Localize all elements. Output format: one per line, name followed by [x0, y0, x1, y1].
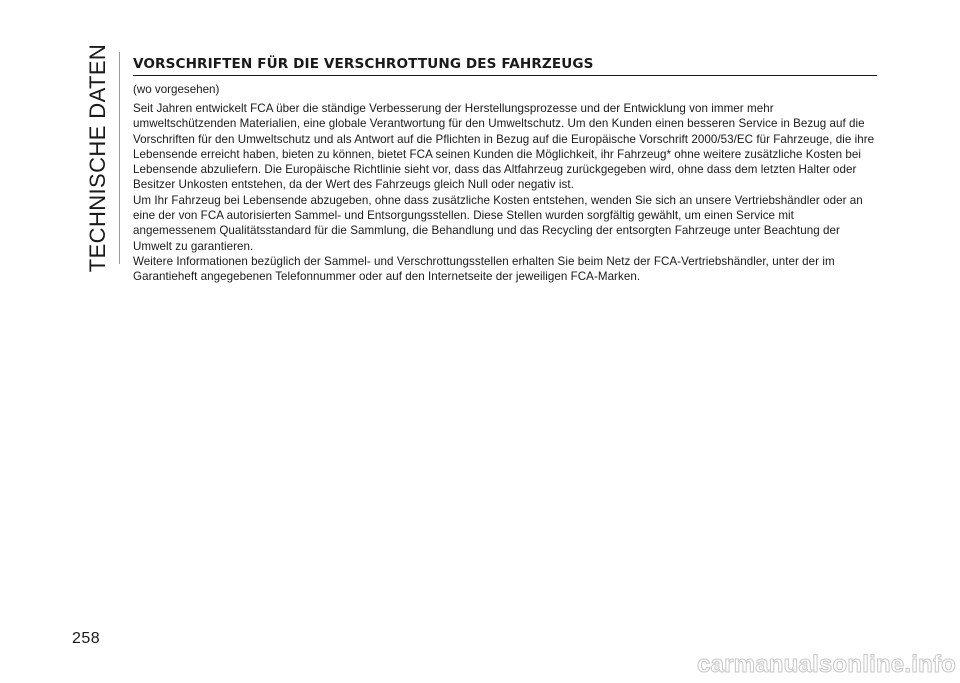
section-heading: VORSCHRIFTEN FÜR DIE VERSCHROTTUNG DES FAHRZEUGS	[133, 56, 877, 76]
paragraph: Seit Jahren entwickelt FCA über die ständige Verbesserung der Herstellungsprozesse und der Entwicklung von immer mehr umweltschützenden Materialien, eine globale Verantwortung für den Umweltschutz. Um den Kunden einen besseren Service in Bezug auf die Vorschriften für den Umweltschutz und als Antwort auf die Pflichten in Bezug auf die Europäische Vorschrift 2000/53/EC für Fahrzeuge, die ihre Lebensende erreicht haben, bieten zu können, bietet FCA seinen Kunden die Möglichkeit, ihr Fahrzeug* ohne weitere zusätzliche Kosten bei Lebensende abzuliefern. Die Europäische Richtlinie sieht vor, dass das Altfahrzeug zurückgegeben wird, ohne dass dem letzten Halter oder Besitzer Unkosten entstehen, da der Wert des Fahrzeugs gleich Null oder negativ ist.	[133, 102, 875, 192]
chapter-divider	[119, 52, 120, 264]
section-content	[133, 56, 877, 285]
page-number: 258	[72, 630, 101, 647]
paragraph: Um Ihr Fahrzeug bei Lebensende abzugeben, ohne dass zusätzliche Kosten entstehen, wenden Sie sich an unsere Vertriebshändler oder an eine der von FCA autorisierten Sammel- und Entsorgungsstellen. Diese Stellen wurden sorgfältig gewählt, um einen Service mit angemessenem Qualitätsstandard für die Sammlung, die Behandlung und das Recycling der entsorgten Fahrzeuge unter Beachtung der Umwelt zu garantieren.	[133, 193, 863, 253]
chapter-title	[78, 43, 118, 273]
section-body	[133, 101, 877, 285]
section-subtitle: (wo vorgesehen)	[133, 83, 220, 96]
paragraph: Weitere Informationen bezüglich der Sammel- und Verschrottungsstellen erhalten Sie beim Netz der FCA-Vertriebshändler, unter der im Garantieheft angegebenen Telefonnummer oder auf den Internetseite der jeweiligen FCA-Marken.	[133, 254, 835, 284]
chapter-title-text: TECHNISCHE DATEN	[85, 43, 111, 273]
site-watermark: carmanualsonline.info	[697, 651, 956, 678]
